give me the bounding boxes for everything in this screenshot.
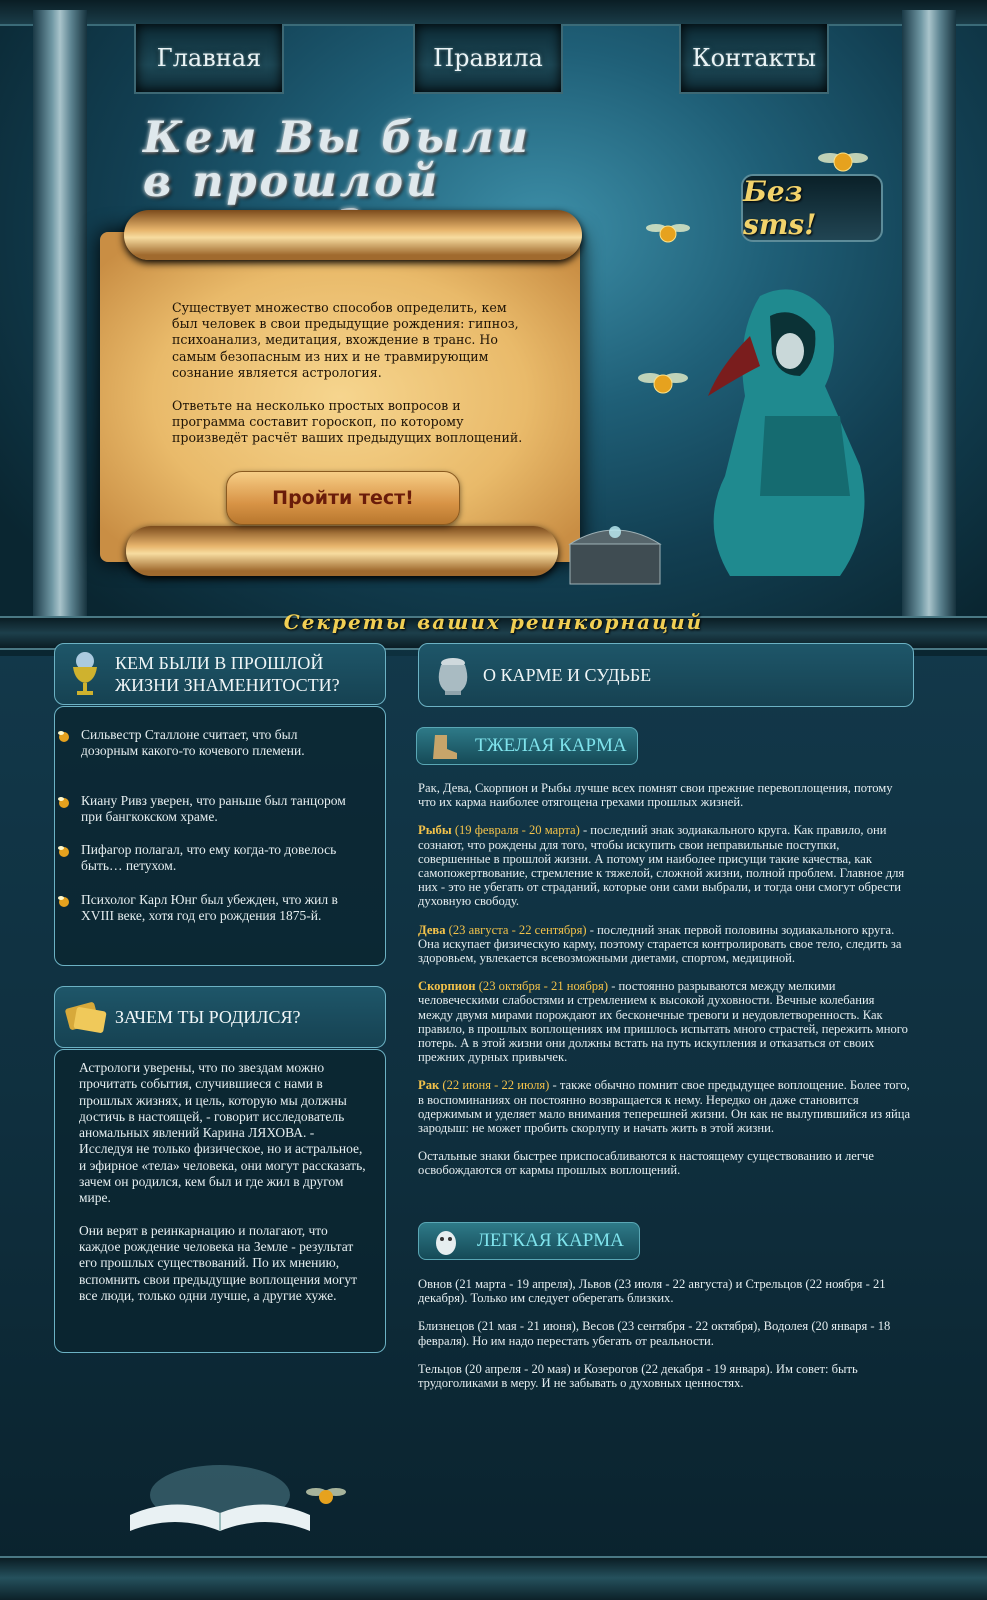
nav-contacts[interactable] xyxy=(679,24,829,94)
golden-ball-icon xyxy=(57,844,71,858)
golden-ball-icon xyxy=(57,894,71,908)
golden-ball-icon xyxy=(306,1480,346,1510)
scorpio-sign: Скорпион xyxy=(418,979,476,994)
celeb-fact-text: Киану Ривз уверен, что раньше был танцором при бангкокском храме. xyxy=(81,793,346,824)
hooded-woman-illustration xyxy=(690,276,890,586)
heavy-intro: Рак, Дева, Скорпион и Рыбы лучше всех помнят свои прежние перевоплощения, потому что их карма наиболее отягощена грехами прошлых жизней. xyxy=(418,781,893,810)
golden-ball-icon xyxy=(646,214,690,248)
why-title: ЗАЧЕМ ТЫ РОДИЛСЯ? xyxy=(115,1007,301,1027)
celeb-fact xyxy=(81,727,351,759)
virgo-paragraph xyxy=(418,923,912,966)
scorpio-date: (23 октября - 21 ноября) xyxy=(478,979,609,994)
goblet-icon xyxy=(67,651,103,697)
nav-home-label: Главная xyxy=(156,44,262,72)
pisces-text: - последний знак зодиакального круга. Как правило, они сознают, что рождены для того, чтобы искупить свои неправильные поступки, совершенные в прошлой жизни. А потому им наиболее присущи такие качества, как самопожертвование, стремление к тяжелой, сложной жизни, полной проблем. Главное для них - это не убегать от страданий, которые они сами выбрали, и тогда они смогут обрести духовную свободу. xyxy=(418,823,905,909)
scroll-roll-bottom xyxy=(126,526,558,576)
left-column-decoration xyxy=(33,10,87,630)
light-karma-label: ЛЕГКАЯ КАРМА xyxy=(477,1230,624,1251)
cancer-paragraph xyxy=(418,1078,912,1135)
urn-icon xyxy=(433,653,473,697)
nav-home[interactable] xyxy=(134,24,284,94)
nav-rules[interactable] xyxy=(413,24,563,94)
hero-title-line1: Кем Вы были xyxy=(143,113,531,163)
tab-heavy-karma[interactable] xyxy=(416,727,638,765)
pisces-sign: Рыбы xyxy=(418,823,452,838)
take-test-label: Пройти тест! xyxy=(272,487,414,509)
hero-banner xyxy=(0,0,987,656)
celeb-fact xyxy=(81,793,351,825)
hero-title-line2: в прошлой xyxy=(143,157,441,207)
celeb-fact xyxy=(81,892,351,924)
why-paragraph-1: Астрологи уверены, что по звездам можно прочитать события, случившиеся с нами в прошлых жизнях, и цель, которую мы должны достичь в настоящей, - говорит исследователь аномальных явлений Карина ЛЯХОВА. - Исследуя не только физическое, но и астральное, и эфирное «тела» человека, они могут рассказать, зачем он родился, кем был и где жил в другом мире. xyxy=(79,1060,366,1206)
nav-rules-label: Правила xyxy=(433,44,543,72)
tab-light-karma[interactable] xyxy=(418,1222,640,1260)
light-paragraph-2: Близнецов (21 мая - 21 июня), Весов (23 сентября - 22 октября), Водолея (20 января - 18 февраля). Но им надо перестать убегать от реальности. xyxy=(418,1319,891,1348)
right-column-decoration xyxy=(902,10,956,630)
golden-tickets-icon xyxy=(63,995,109,1039)
heavy-karma-text xyxy=(418,781,912,1192)
heavy-outro: Остальные знаки быстрее приспосабливаются к настоящему существованию и легче освобождаются от кармы прошлых воплощений. xyxy=(418,1149,874,1178)
why-header xyxy=(54,986,386,1048)
celebs-title: КЕМ БЫЛИ В ПРОШЛОЙ ЖИЗНИ ЗНАМЕНИТОСТИ? xyxy=(115,653,340,695)
no-sms-badge[interactable] xyxy=(741,174,883,242)
jewel-chest-illustration xyxy=(560,520,670,590)
celeb-fact-text: Сильвестр Сталлоне считает, что был дозорным какого-то кочевого племени. xyxy=(81,727,305,758)
cancer-text: - также обычно помнит свое предыдущее воплощение. Более того, в воспоминаниях он постоянно возвращается к нему. Нередко он даже становится одержимым и уделяет мало внимания теперешней жизни. Он как не вылупившийся из яйца зародыш: не может пробить скорлупу и начать жить в этой жизни. xyxy=(418,1078,911,1136)
scorpio-paragraph xyxy=(418,979,912,1064)
light-karma-text xyxy=(418,1277,912,1404)
scorpio-text: - постоянно разрываются между мелкими человеческими слабостями и стремлением к высокой духовности. Вечные колебания между двумя мирами порождают их бесконечные тревоги и неудовлетворенность. Как правило, в прошлых воплощениях им пришлось испытать много страстей, пережить много потерь. А в этой жизни они должны встать на путь искупления и отказаться от своих прежних дурных привычек. xyxy=(418,979,908,1065)
celeb-fact-text: Психолог Карл Юнг был убежден, что жил в XVIII веке, хотя год его рождения 1875-й. xyxy=(81,892,338,923)
heavy-karma-label: ТЖЕЛАЯ КАРМА xyxy=(475,735,627,756)
why-text xyxy=(79,1060,369,1304)
no-sms-label: Без sms! xyxy=(743,175,817,241)
virgo-text: - последний знак первой половины зодиакального круга. Она искупает физическую карму, поэтому старается контролировать свое тело, следить за здоровьем, увлекается всевозможными диетами, спортом, медициной. xyxy=(418,922,902,966)
intro-paragraph-1: Существует множество способов определить, кем был человек в свои предыдущие рождения: гипноз, психоанализ, медитация, вхождение в транс. Но самым безопасным из них и не травмирующим сознание является астрология. xyxy=(172,300,519,380)
golden-ball-icon xyxy=(57,729,71,743)
why-body xyxy=(54,1049,386,1353)
cancer-sign: Рак xyxy=(418,1078,440,1093)
take-test-button[interactable] xyxy=(226,471,460,525)
cancer-date: (22 июня - 22 июля) xyxy=(442,1078,550,1093)
virgo-sign: Дева xyxy=(418,922,446,937)
why-paragraph-2: Они верят в реинкарнацию и полагают, что каждое рождение человека на Земле - результат его прошлых существований. По их мнению, вспомнить свои предыдущие воплощения могут все люди, только одни лучше, а другие хуже. xyxy=(79,1222,358,1303)
karma-header xyxy=(418,643,914,707)
light-paragraph-3: Тельцов (20 апреля - 20 мая) и Козерогов (22 декабря - 19 января). Им совет: быть трудоголиками в меру. И не забывать о духовных ценностях. xyxy=(418,1361,858,1391)
karma-title: О КАРМЕ И СУДЬБЕ xyxy=(483,665,652,685)
celeb-fact-text: Пифагор полагал, что ему когда-то довелось быть… петухом. xyxy=(81,842,337,873)
nav-contacts-label: Контакты xyxy=(692,44,816,72)
golden-ball-icon xyxy=(638,362,688,402)
intro-text xyxy=(172,300,534,464)
celebs-list xyxy=(54,706,386,966)
light-paragraph-1: Овнов (21 марта - 19 апреля), Львов (23 июля - 22 августа) и Стрельцов (22 ноября - 21 декабря). Только им следует оберегать близких. xyxy=(418,1277,886,1306)
footer-bar xyxy=(0,1556,987,1600)
tagline: Секреты ваших реинкорнаций xyxy=(283,610,704,634)
owl-icon xyxy=(429,1226,463,1256)
celebs-header xyxy=(54,643,386,705)
virgo-date: (23 августа - 22 сентября) xyxy=(448,922,587,937)
celeb-fact xyxy=(81,842,351,874)
golden-ball-icon xyxy=(57,795,71,809)
intro-paragraph-2: Ответьте на несколько простых вопросов и программа составит гороскоп, по которому произведёт расчёт ваших предыдущих воплощений. xyxy=(172,398,523,446)
scroll-roll-top xyxy=(124,210,582,260)
boot-icon xyxy=(427,731,461,761)
top-border xyxy=(0,0,987,26)
pisces-paragraph xyxy=(418,823,912,908)
pisces-date: (19 февраля - 20 марта) xyxy=(454,823,580,838)
open-book-illustration xyxy=(120,1455,320,1545)
